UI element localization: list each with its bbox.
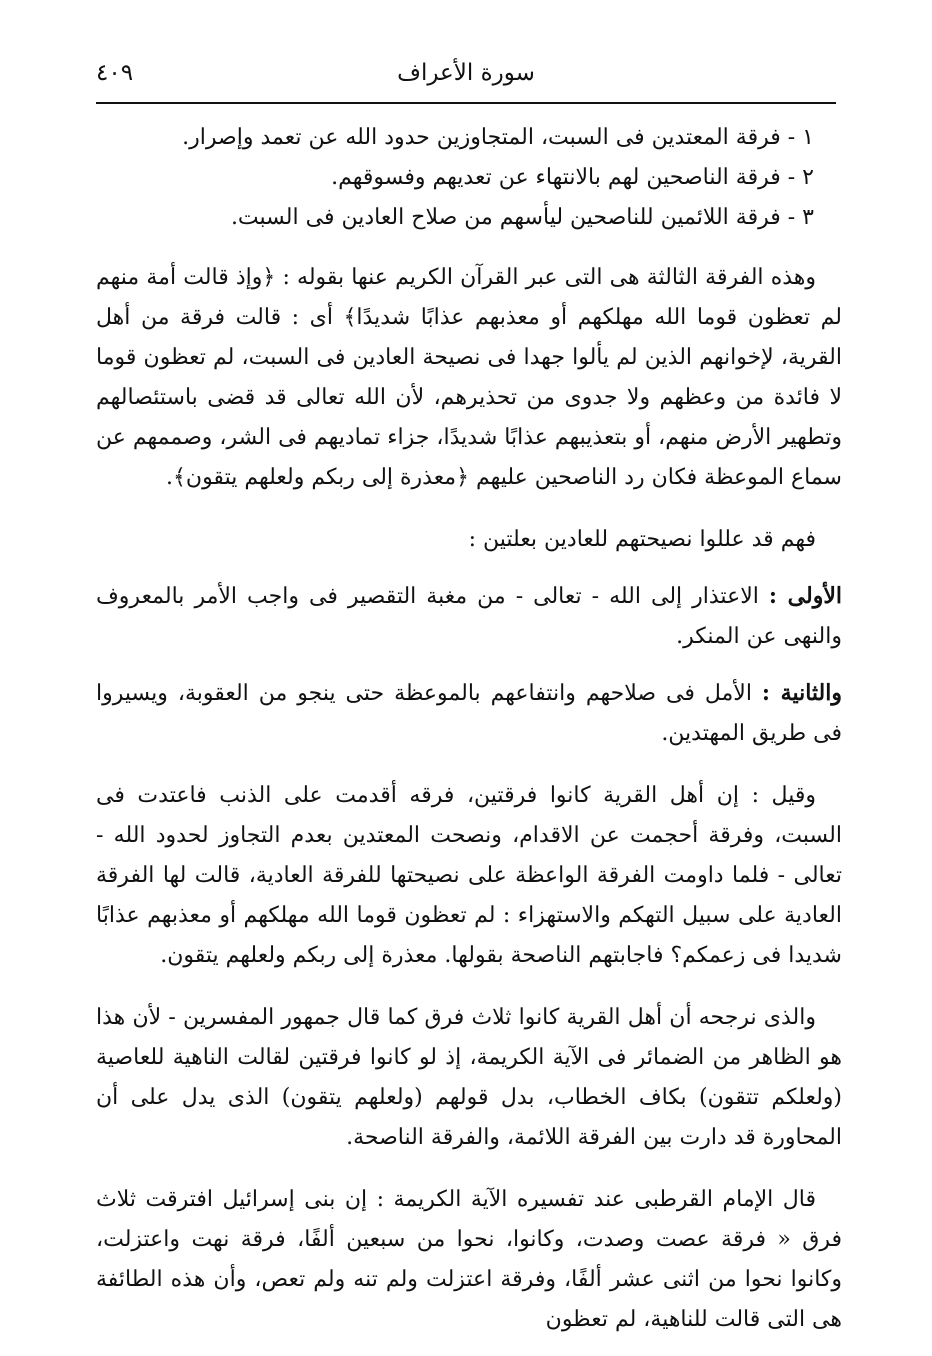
paragraph: وهذه الفرقة الثالثة هى التى عبر القرآن الكريم عنها بقوله : ﴿وإذ قالت أمة منهم لم تعظون قوما الله مهلكهم أو معذبهم عذابًا شديدًا﴾ أى : قالت فرقة من أهل القرية، لإخوانهم الذين لم يألوا جهدا فى نصيحة العادين فى السبت، لم تعظون قوما لا فائدة من وعظهم ولا جدوى من تحذيرهم، لأن الله تعالى قد قضى باستئصالهم وتطهير الأرض منهم، أو بتعذيبهم عذابًا شديدًا، جزاء تماديهم فى الشر، وصممهم عن سماع الموعظة فكان رد الناصحين عليهم ﴿معذرة إلى ربكم ولعلهم يتقون﴾. bbox=[96, 265, 842, 490]
page-number: ٤٠٩ bbox=[96, 60, 134, 86]
page-header bbox=[96, 58, 836, 104]
page-body bbox=[96, 118, 842, 1356]
paragraph bbox=[96, 576, 842, 657]
sects-list bbox=[96, 118, 842, 238]
paragraph bbox=[96, 673, 842, 754]
list-item: ١ - فرقة المعتدين فى السبت، المتجاوزين حدود الله عن تعمد وإصرار. bbox=[182, 125, 814, 150]
paragraph: فهم قد عللوا نصيحتهم للعادين بعلتين : bbox=[468, 527, 816, 552]
list-item: ٢ - فرقة الناصحين لهم بالانتهاء عن تعديهم وفسوقهم. bbox=[331, 165, 814, 190]
paragraph: قال الإمام القرطبى عند تفسيره الآية الكريمة : إن بنى إسرائيل افترقت ثلاث فرق « فرقة عصت وصدت، وكانوا، نحوا من سبعين ألفًا، فرقة نهت واعتزلت، وكانوا نحوا من اثنى عشر ألفًا، وفرقة اعتزلت ولم تنه ولم تعص، وأن هذه الطائفة هى التى قالت للناهية، لم تعظون bbox=[96, 1187, 842, 1332]
paragraph-text: الأمل فى صلاحهم وانتفاعهم بالموعظة حتى ينجو من العقوبة، ويسيروا فى طريق المهتدين. bbox=[96, 681, 842, 746]
paragraph-lead: والثانية : bbox=[761, 680, 842, 706]
paragraph: والذى نرجحه أن أهل القرية كانوا ثلاث فرق كما قال جمهور المفسرين - لأن هذا هو الظاهر من الضمائر فى الآية الكريمة، إذ لو كانوا فرقتين لقالت الناهية للعاصية (ولعلكم تتقون) بكاف الخطاب، بدل قولهم (ولعلهم يتقون) الذى يدل على أن المحاورة قد دارت بين الفرقة اللائمة، والفرقة الناصحة. bbox=[96, 1005, 842, 1150]
paragraph-text: الاعتذار إلى الله - تعالى - من مغبة التقصير فى واجب الأمر بالمعروف والنهى عن المنكر. bbox=[96, 584, 842, 649]
list-item: ٣ - فرقة اللائمين للناصحين ليأسهم من صلاح العادين فى السبت. bbox=[230, 205, 814, 230]
surah-title: سورة الأعراف bbox=[397, 60, 535, 86]
paragraph-lead: الأولى : bbox=[768, 583, 842, 609]
paragraph: وقيل : إن أهل القرية كانوا فرقتين، فرقه أقدمت على الذنب فاعتدت فى السبت، وفرقة أحجمت عن الاقدام، ونصحت المعتدين بعدم التجاوز لحدود الله - تعالى - فلما داومت الفرقة الواعظة على نصيحتها للفرقة العادية، قالت لها الفرقة العادية على سبيل التهكم والاستهزاء : لم تعظون قوما الله مهلكهم أو معذبهم عذابًا شديدا فى زعمكم؟ فاجابتهم الناصحة بقولها. معذرة إلى ربكم ولعلهم يتقون. bbox=[96, 783, 842, 968]
